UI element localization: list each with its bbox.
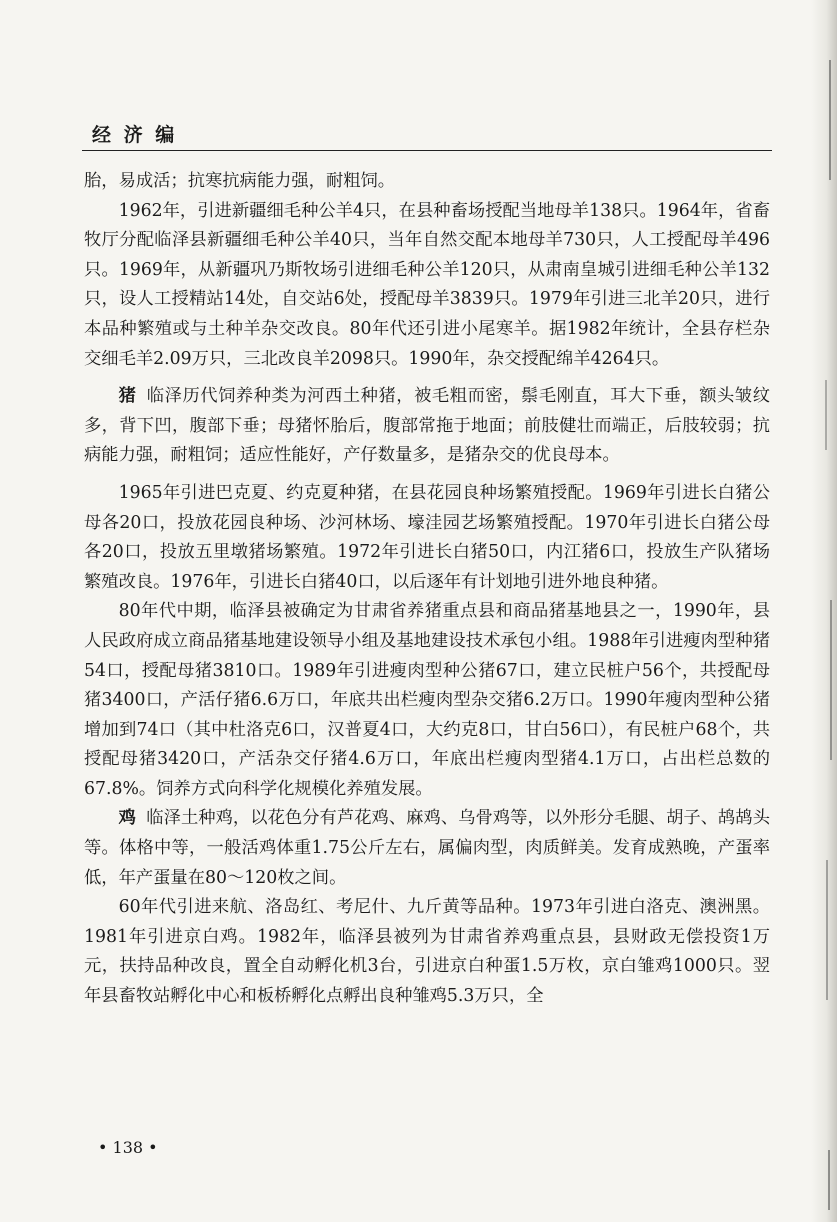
paragraph-1-text: 胎，易成活；抗寒抗病能力强，耐粗饲。 [84,171,396,191]
binding-edge-shadow [811,0,837,1222]
header-rule [82,150,772,151]
paragraph-pig-text: 临泽历代饲养种类为河西土种猪，被毛粗而密，鬃毛刚直，耳大下垂，额头皱纹多，背下凹，腹部下垂；母猪怀胎后，腹部常拖于地面；前肢健壮而端正，后肢较弱；抗病能力强，耐粗饲；适应性能好，产仔数量多，是猪杂交的优良母本。 [84,386,770,466]
paragraph-1 [84,167,770,197]
page-number: • 138 • [98,1138,158,1157]
edge-mark-1 [829,60,831,180]
paragraph-2 [84,197,770,375]
paragraph-5-text: 80年代中期，临泽县被确定为甘肃省养猪重点县和商品猪基地县之一，1990年，县人民政府成立商品猪基地建设领导小组及基地建设技术承包小组。1988年引进瘦肉型种猪54口，授配母猪3810口。1989年引进瘦肉型种公猪67口，建立民桩户56个，共授配母猪3400口，产活仔猪6.6万口，年底共出栏瘦肉型杂交猪6.2万口。1990年瘦肉型种公猪增加到74口（其中杜洛克6口，汉普夏4口，大约克8口，甘白56口），有民桩户68个，共授配母猪3420口，产活杂交仔猪4.6万口，年底出栏瘦肉型猪4.1万口，占出栏总数的67.8%。饲养方式向科学化规模化养殖发展。 [84,601,770,799]
paragraph-chicken-lead: 鸡 [118,808,136,829]
edge-mark-5 [828,1150,830,1210]
paragraph-2-text: 1962年，引进新疆细毛种公羊4只，在县种畜场授配当地母羊138只。1964年，省畜牧厅分配临泽县新疆细毛种公羊40只，当年自然交配本地母羊730只，人工授配母羊496只。1969年，从新疆巩乃斯牧场引进细毛种公羊120只，从肃南皇城引进细毛种公羊132只，设人工授精站14处，自交站6处，授配母羊3839只。1979年引进三北羊20只，进行本品种繁殖或与土种羊杂交改良。80年代还引进小尾寒羊。据1982年统计，全县存栏杂交细毛羊2.09万只，三北改良羊2098只。1990年，杂交授配绵羊4264只。 [84,200,770,369]
paragraph-7-text: 60年代引进来航、洛岛红、考尼什、九斤黄等品种。1973年引进白洛克、澳洲黑。1981年引进京白鸡。1982年，临泽县被列为甘肃省养鸡重点县，县财政无偿投资1万元，扶持品种改良，置全自动孵化机3台，引进京白种蛋1.5万枚，京白雏鸡1000只。翌年县畜牧站孵化中心和板桥孵化点孵出良种雏鸡5.3万只，全 [84,897,770,1007]
paragraph-chicken-text: 临泽土种鸡，以花色分有芦花鸡、麻鸡、乌骨鸡等，以外形分毛腿、胡子、鸪鸪头等。体格中等，一般活鸡体重1.75公斤左右，属偏肉型，肉质鲜美。发育成熟晚，产蛋率低，年产蛋量在80～120枚之间。 [84,808,770,888]
edge-mark-2 [825,380,827,450]
paragraph-chicken [84,804,770,893]
section-header: 经 济 编 [92,124,178,146]
paragraph-4 [84,479,770,597]
paragraph-5 [84,597,770,804]
paragraph-7 [84,893,770,1011]
paragraph-pig [84,382,770,471]
edge-mark-3 [830,600,832,760]
edge-mark-4 [826,860,828,1000]
body-text [84,167,770,1012]
paragraph-pig-lead: 猪 [118,386,137,407]
paragraph-4-text: 1965年引进巴克夏、约克夏种猪，在县花园良种场繁殖授配。1969年引进长白猪公母各20口，投放花园良种场、沙河林场、壕洼园艺场繁殖授配。1970年引进长白猪公母各20口，投放五里墩猪场繁殖。1972年引进长白猪50口，内江猪6口，投放生产队猪场繁殖改良。1976年，引进长白猪40口，以后逐年有计划地引进外地良种猪。 [84,482,770,592]
